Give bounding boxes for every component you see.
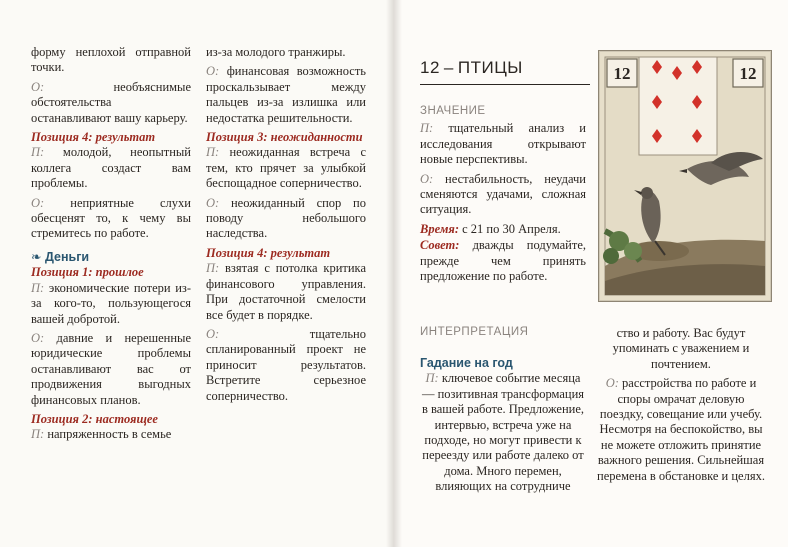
pos4-p-paragraph (31, 145, 191, 191)
year-o-paragraph (596, 376, 766, 484)
o-tag: О: (206, 64, 220, 79)
card-heading (420, 58, 590, 85)
position-4-heading-b: Позиция 4: результат (206, 245, 331, 260)
time-text: с 21 по 30 Апреля. (462, 221, 561, 236)
p-tag: П: (206, 261, 220, 276)
pos1-o-paragraph (31, 331, 191, 408)
p-tag: П: (425, 371, 439, 386)
position-2-heading: Позиция 2: настоящее (31, 411, 158, 426)
o-text: неожиданный спор по поводу небольшого наследства. (206, 195, 366, 241)
p-text: взятая с потолка критика финансового управления. При достаточной смелости все будет в порядке. (206, 261, 366, 322)
position-1-heading: Позиция 1: прошлое (31, 265, 144, 280)
o-text: необъяснимые обстоятельства останавливают вашу карьеру. (31, 79, 191, 125)
pos4-o-paragraph (31, 196, 191, 242)
p-text: ключевое событие месяца — позитивная трансформация в вашей работе. Предложение, интервью, встреча уже на подходе, но могут привести к переезду или работе далеко от дома. Много перемен, влияющих на сотрудниче (421, 371, 585, 494)
o-tag: О: (206, 195, 220, 210)
p-text: неожиданная встреча с тем, кто прячет за улыбкой беспощадное соперничество. (206, 145, 366, 191)
card-number-right: 12 (739, 64, 757, 83)
advice-label: Совет: (420, 238, 460, 253)
lenormand-card-birds (598, 50, 772, 302)
o-tag: О: (31, 79, 45, 94)
o-text: нестабильность, неудачи сменяются удачами, сложная ситуация. (420, 171, 586, 217)
o-text: финансовая возможность проскальзывает между пальцев из-за излишка или недостатка решительности. (206, 64, 366, 125)
money-title: Деньги (44, 249, 90, 264)
meaning-o-paragraph (420, 172, 586, 218)
year-p-paragraph (420, 371, 586, 494)
advice-text: дважды подумайте, прежде чем принять предложение по работе. (420, 238, 587, 284)
intro-o-paragraph (31, 80, 191, 126)
p-text: молодой, неопытный коллега создаст вам проблемы. (31, 145, 191, 191)
left-column-1 (31, 45, 191, 447)
left-column-2 (206, 45, 366, 408)
card-artwork (599, 51, 771, 301)
o-tag: О: (31, 330, 45, 345)
book-gutter (386, 0, 402, 547)
time-label: Время: (420, 221, 459, 236)
pos4b-p-paragraph (206, 261, 366, 323)
p-tag: П: (31, 145, 45, 160)
col2-o1-paragraph (206, 64, 366, 126)
o-tag: О: (31, 195, 45, 210)
o-tag: О: (605, 376, 619, 391)
p-tag: П: (31, 427, 45, 442)
meaning-p-paragraph (420, 121, 586, 167)
o-text: неприятные слухи обесценят то, к чему вы стремитесь по работе. (31, 195, 191, 241)
interpretation-column-1 (420, 356, 586, 499)
p-tag: П: (206, 145, 220, 160)
p-text: напряженность в семье (47, 427, 172, 442)
pos2-p-paragraph (31, 427, 191, 442)
p-text: экономические потери из-за кого-то, пользующегося вашей добротой. (31, 280, 191, 326)
money-section-heading (31, 250, 191, 265)
card-number-left: 12 (613, 64, 631, 83)
year-p-continuation: ство и работу. Вас будут упоминать с уважением и почтением. (612, 326, 750, 371)
p-text: тщательный анализ и исследования открывают новые перспективы. (420, 121, 586, 167)
col2-continuation: из-за молодого транжиры. (206, 45, 346, 59)
year-reading-heading: Гадание на год (420, 356, 513, 370)
p-tag: П: (31, 280, 45, 295)
p-tag: П: (420, 121, 434, 136)
interpretation-label: ИНТЕРПРЕТАЦИЯ (420, 326, 529, 338)
swirl-ornament-icon: ❧ (31, 249, 42, 264)
time-paragraph (420, 222, 586, 237)
heading-dash: – (443, 58, 454, 77)
pos4b-o-paragraph (206, 327, 366, 404)
o-text: давние и нерешенные юридические проблемы останавливают вас от продвижения выгодных финансовых планов. (31, 330, 191, 407)
pos3-o-paragraph (206, 196, 366, 242)
position-4-heading: Позиция 4: результат (31, 130, 156, 145)
meaning-label: ЗНАЧЕНИЕ (420, 105, 486, 117)
intro-continuation: форму неплохой отправной точки. (31, 45, 191, 75)
pos3-p-paragraph (206, 145, 366, 191)
advice-paragraph (420, 238, 586, 284)
o-tag: О: (206, 326, 220, 341)
heading-word: ПТИЦЫ (457, 58, 523, 77)
o-tag: О: (420, 171, 434, 186)
o-text: расстройства по работе и споры омрачат деловую поездку, совещание или учебу. Несмотря на беспокойство, вы не можете отложить принятие важного решения. Сильнейшая перемена в обстановке и целях. (597, 376, 765, 483)
pos1-p-paragraph (31, 281, 191, 327)
position-3-heading: Позиция 3: неожиданности (206, 130, 363, 145)
heading-number: 12 (420, 58, 440, 77)
interpretation-column-2 (596, 326, 766, 488)
meaning-block (420, 104, 586, 288)
o-text: тщательно спланированный проект не приносит результатов. Встретите серьезное соперничество. (206, 326, 366, 403)
